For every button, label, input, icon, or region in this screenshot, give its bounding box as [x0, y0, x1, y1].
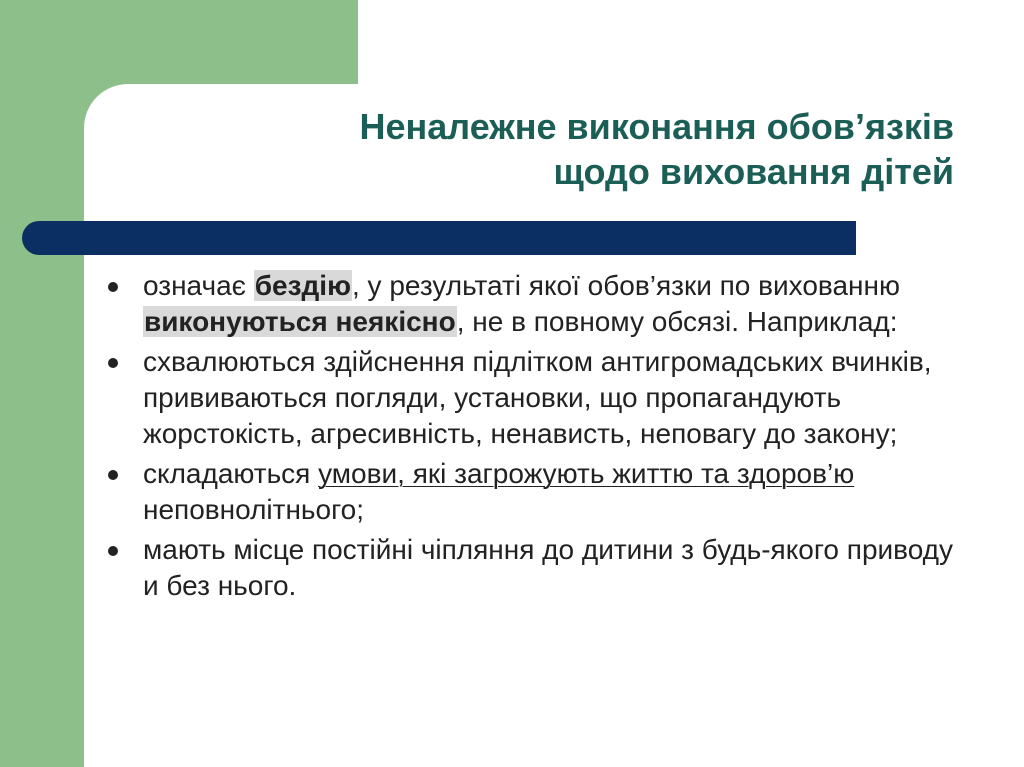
- bullet-1-text-a: означає: [143, 270, 254, 301]
- bullet-dot-icon: [108, 282, 118, 292]
- bullet-3-text-b: неповнолітнього;: [143, 494, 365, 525]
- bullet-1-text-b: , у результаті якої обов’язки по вихованню: [352, 270, 900, 301]
- bullet-dot-icon: [108, 358, 118, 368]
- bullet-2-text: схвалюються здійснення підлітком антигромадських вчинків, прививаються погляди, установки, що пропагандують жорстокість, агресивність, ненависть, неповагу до закону;: [143, 346, 932, 449]
- bullet-3-underlined-conditions: умови, які загрожують життю та здоров’ю: [318, 458, 855, 489]
- bullet-item-1: [108, 268, 968, 340]
- slide-title: [134, 104, 954, 194]
- bullet-4-text: мають місце постійні чіпляння до дитини з будь-якого приводу и без нього.: [143, 534, 954, 601]
- bullet-item-4: [108, 532, 968, 604]
- bullet-item-3: [108, 456, 968, 528]
- bullet-item-2: [108, 344, 968, 452]
- bullet-dot-icon: [108, 546, 118, 556]
- title-divider-bar: [22, 221, 856, 255]
- bullet-1-text-c: , не в повному обсязі. Наприклад:: [456, 306, 898, 337]
- bullet-3-text-a: складаються: [143, 458, 319, 489]
- bullet-1-emphasis-inaction: бездію: [254, 270, 351, 301]
- title-line-1: Неналежне виконання обов’язків: [359, 106, 954, 147]
- bullet-dot-icon: [108, 470, 118, 480]
- bullet-list: [108, 268, 968, 608]
- title-line-2: щодо виховання дітей: [553, 151, 954, 192]
- bullet-1-emphasis-poor-quality: виконуються неякісно: [144, 306, 456, 337]
